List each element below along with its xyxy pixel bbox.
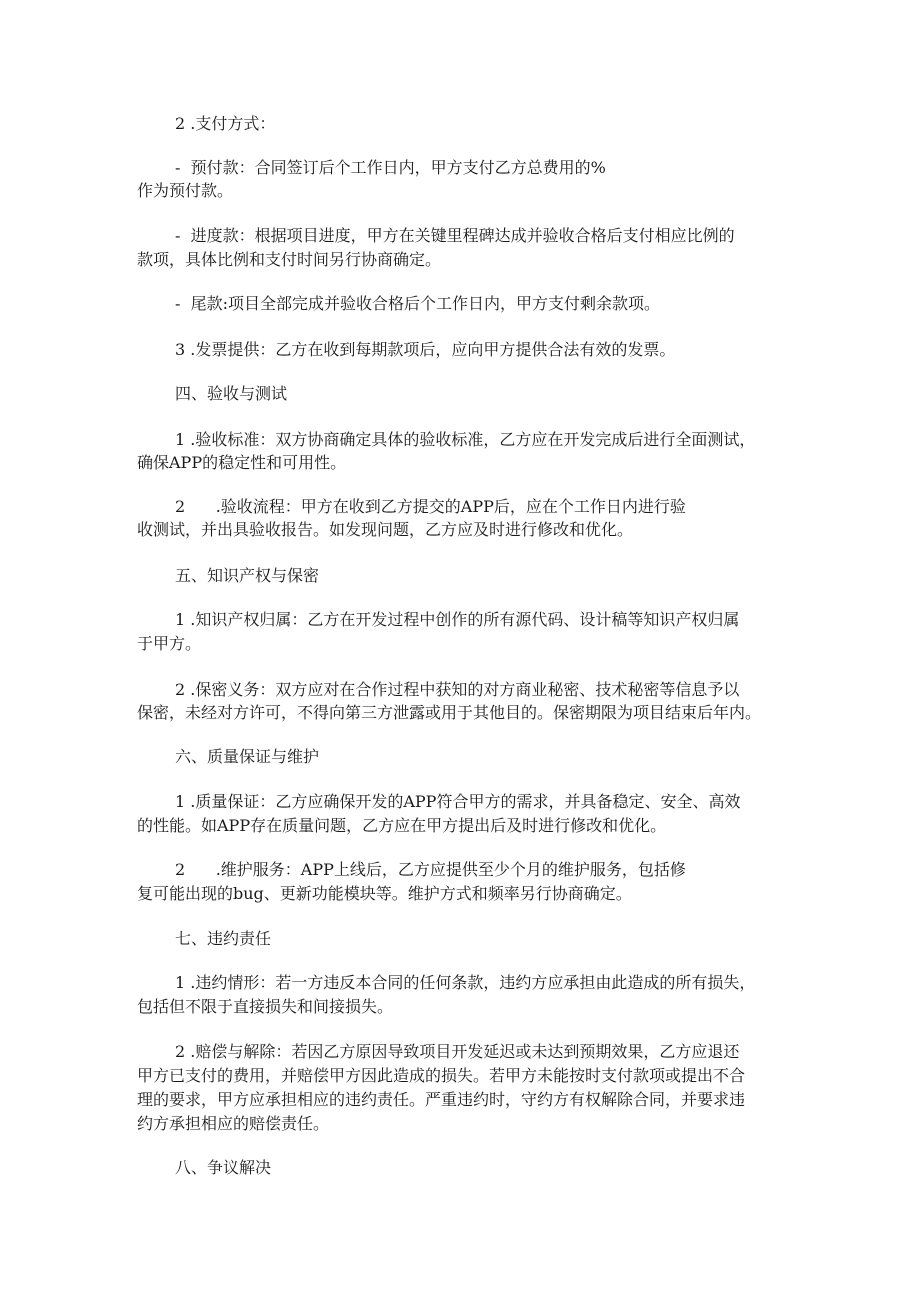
text-line: 作为预付款。 — [137, 181, 234, 200]
text-line: 2 .赔偿与解除：若因乙方原因导致项目开发延迟或未达到预期效果，乙方应退还 — [175, 1042, 740, 1061]
text-line: - 预付款：合同签订后个工作日内，甲方支付乙方总费用的% — [175, 158, 606, 177]
text-line: 1 .质量保证：乙方应确保开发的APP符合甲方的需求，并具备稳定、安全、高效 — [175, 792, 741, 811]
section-heading: 八、争议解决 — [175, 1158, 272, 1177]
text-line: 确保APP的稳定性和可用性。 — [137, 453, 347, 472]
text-line: 约方承担相应的赔偿责任。 — [137, 1114, 330, 1133]
section-heading: 七、违约责任 — [175, 929, 272, 948]
section-heading: 五、知识产权与保密 — [175, 566, 320, 585]
section-heading: 六、质量保证与维护 — [175, 747, 320, 766]
text-line: 2 .维护服务：APP上线后，乙方应提供至少个月的维护服务，包括修 — [175, 860, 686, 879]
text-line: 2 .保密义务：双方应对在合作过程中获知的对方商业秘密、技术秘密等信息予以 — [175, 680, 740, 699]
section-heading: 四、验收与测试 — [175, 384, 288, 403]
text-line: - 尾款:项目全部完成并验收合格后个工作日内，甲方支付剩余款项。 — [175, 294, 660, 313]
text-line: 包括但不限于直接损失和间接损失。 — [137, 997, 394, 1016]
text-line: 2 .验收流程：甲方在收到乙方提交的APP后，应在个工作日内进行验 — [175, 497, 686, 516]
text-line: 理的要求，甲方应承担相应的违约责任。严重违约时，守约方有权解除合同，并要求违 — [137, 1090, 746, 1109]
text-line: 2 .支付方式： — [175, 114, 276, 133]
text-line: 收测试，并出具验收报告。如发现问题，乙方应及时进行修改和优化。 — [137, 520, 634, 539]
text-line: 1 .知识产权归属：乙方在开发过程中创作的所有源代码、设计稿等知识产权归属 — [175, 610, 740, 629]
text-line: 复可能出现的bug、更新功能模块等。维护方式和频率另行协商确定。 — [137, 884, 632, 903]
text-line: - 进度款：根据项目进度，甲方在关键里程碑达成并验收合格后支付相应比例的 — [175, 226, 735, 245]
text-line: 3 .发票提供：乙方在收到每期款项后，应向甲方提供合法有效的发票。 — [175, 340, 676, 359]
text-line: 的性能。如APP存在质量问题，乙方应在甲方提出后及时进行修改和优化。 — [137, 816, 667, 835]
text-line: 1 .验收标准：双方协商确定具体的验收标准，乙方应在开发完成后进行全面测试， — [175, 430, 756, 449]
text-line: 甲方已支付的费用，并赔偿甲方因此造成的损失。若甲方未能按时支付款项或提出不合 — [137, 1066, 746, 1085]
text-line: 款项，具体比例和支付时间另行协商确定。 — [137, 250, 442, 269]
text-line: 1 .违约情形：若一方违反本合同的任何条款，违约方应承担由此造成的所有损失， — [175, 973, 756, 992]
text-line: 保密，未经对方许可，不得向第三方泄露或用于其他目的。保密期限为项目结束后年内。 — [137, 703, 762, 722]
text-line: 于甲方。 — [137, 634, 202, 653]
